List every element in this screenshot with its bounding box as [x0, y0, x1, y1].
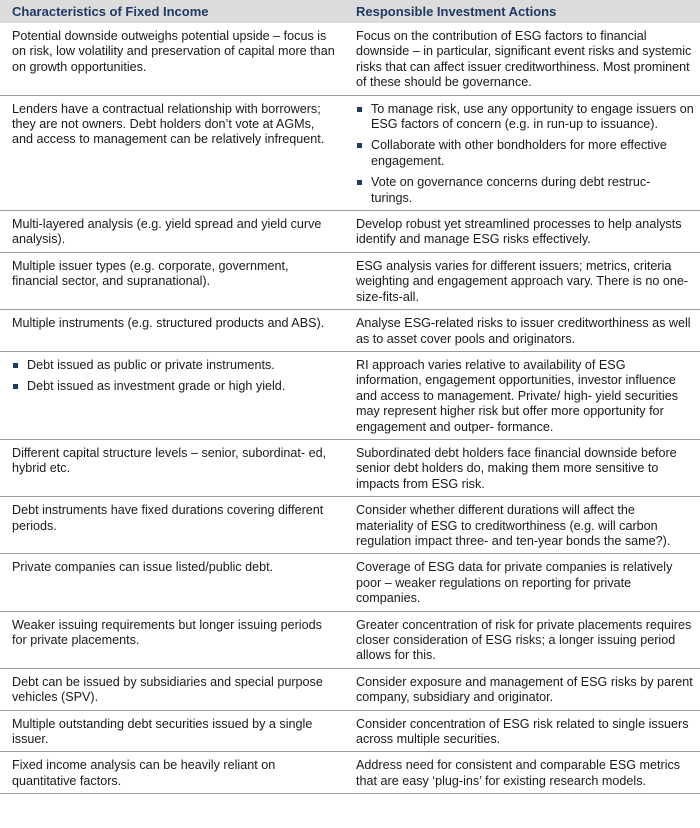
square-bullet-icon	[357, 107, 362, 112]
action-cell	[344, 554, 700, 611]
bullet-list	[356, 102, 694, 206]
action-cell	[344, 310, 700, 352]
table-row	[0, 439, 700, 496]
header-characteristics: Characteristics of Fixed Income	[0, 0, 344, 23]
action-cell	[344, 497, 700, 554]
bullet-item	[356, 102, 694, 133]
characteristic-text: Private companies can issue listed/public debt.	[12, 560, 274, 575]
action-text: Subordinated debt holders face financial downside before senior debt holders do, making them more sensitive to impacts from ESG risk.	[356, 445, 677, 491]
characteristic-text: Lenders have a contractual relationship with borrowers; they are not owners. Debt holders don’t vote at AGMs, and access to management can be relatively infrequent.	[12, 101, 325, 147]
header-ri-actions: Responsible Investment Actions	[344, 0, 700, 23]
table-row	[0, 497, 700, 554]
action-cell	[344, 668, 700, 710]
action-text: Greater concentration of risk for private placements requires closer consideration of ESG risks; a longer issuing period allows for this.	[356, 617, 692, 663]
action-cell	[344, 351, 700, 439]
characteristic-cell	[0, 310, 344, 352]
table-row	[0, 611, 700, 668]
action-text: Develop robust yet streamlined processes to help analysts identify and manage ESG risks effectively.	[356, 217, 682, 247]
action-text: Analyse ESG-related risks to issuer creditworthiness as well as to asset cover pools and originators.	[356, 316, 691, 346]
square-bullet-icon	[13, 384, 18, 389]
characteristic-cell	[0, 611, 344, 668]
characteristic-cell	[0, 554, 344, 611]
action-cell	[344, 252, 700, 309]
characteristic-text: Debt instruments have fixed durations covering different periods.	[12, 503, 324, 533]
action-cell	[344, 211, 700, 253]
characteristic-cell	[0, 211, 344, 253]
action-cell	[344, 439, 700, 496]
characteristic-cell	[0, 752, 344, 794]
header-row	[0, 0, 700, 23]
table-row	[0, 554, 700, 611]
table-row	[0, 95, 700, 210]
action-text: Consider concentration of ESG risk related to single issuers across multiple securities.	[356, 716, 689, 747]
action-text: Address need for consistent and comparable ESG metrics that are easy ‘plug-ins’ for existing research models.	[356, 758, 681, 788]
characteristic-text: Different capital structure levels – senior, subordinat- ed, hybrid etc.	[12, 445, 327, 476]
characteristic-text: Debt can be issued by subsidiaries and special purpose vehicles (SPV).	[12, 674, 323, 705]
bullet-text: To manage risk, use any opportunity to engage issuers on ESG factors of concern (e.g. in run-up to issuance).	[371, 101, 694, 132]
action-cell	[344, 710, 700, 752]
table-row	[0, 752, 700, 794]
characteristic-text: Potential downside outweighs potential upside – focus is on risk, low volatility and preservation of capital more than on growth opportunities.	[12, 29, 335, 74]
square-bullet-icon	[13, 363, 18, 368]
bullet-text: Debt issued as public or private instruments.	[27, 357, 275, 372]
characteristic-cell	[0, 95, 344, 210]
characteristic-text: Fixed income analysis can be heavily reliant on quantitative factors.	[12, 758, 276, 788]
table-header	[0, 0, 700, 23]
bullet-list	[12, 358, 336, 395]
characteristic-cell	[0, 351, 344, 439]
table-row	[0, 310, 700, 352]
table-row	[0, 710, 700, 752]
bullet-item	[12, 379, 336, 394]
characteristic-cell	[0, 23, 344, 95]
action-cell	[344, 95, 700, 210]
action-text: Consider whether different durations will affect the materiality of ESG to creditworthiness (e.g. will carbon regulation impact three- and ten-year bonds the same?).	[356, 503, 671, 548]
bullet-text: Vote on governance concerns during debt restruc- turings.	[371, 175, 651, 205]
characteristic-text: Multi-layered analysis (e.g. yield spread and yield curve analysis).	[12, 217, 322, 247]
action-text: ESG analysis varies for different issuers; metrics, criteria weighting and engagement approach vary. There is no one-size-fits-all.	[356, 258, 689, 304]
table-row	[0, 23, 700, 95]
action-text: Coverage of ESG data for private companies is relatively poor – weaker regulations on reporting for private companies.	[356, 560, 673, 606]
action-text: RI approach varies relative to availability of ESG information, engagement opportunities, investor influence and access to management. Private/ high- yield securities may represent higher risk but offer more opportunity for engagement and outper- formance.	[356, 357, 679, 434]
action-cell	[344, 611, 700, 668]
square-bullet-icon	[357, 180, 362, 185]
bullet-text: Collaborate with other bondholders for more effective engagement.	[371, 138, 667, 168]
characteristic-cell	[0, 252, 344, 309]
characteristic-text: Multiple instruments (e.g. structured products and ABS).	[12, 316, 325, 331]
characteristic-cell	[0, 439, 344, 496]
action-text: Focus on the contribution of ESG factors to financial downside – in particular, significant event risks and systemic risks that can affect issuer creditworthiness. Most prominent of these should be governance.	[356, 29, 692, 90]
bullet-text: Debt issued as investment grade or high yield.	[27, 379, 286, 394]
characteristic-cell	[0, 710, 344, 752]
table-row	[0, 252, 700, 309]
characteristic-text: Multiple issuer types (e.g. corporate, government, financial sector, and supranational).	[12, 258, 289, 289]
characteristic-text: Weaker issuing requirements but longer issuing periods for private placements.	[12, 617, 322, 647]
table-row	[0, 351, 700, 439]
bullet-item	[356, 175, 694, 206]
characteristic-cell	[0, 668, 344, 710]
table-row	[0, 211, 700, 253]
action-cell	[344, 23, 700, 95]
table-body	[0, 23, 700, 794]
action-cell	[344, 752, 700, 794]
action-text: Consider exposure and management of ESG risks by parent company, subsidiary and originator.	[356, 674, 693, 705]
characteristic-cell	[0, 497, 344, 554]
characteristic-text: Multiple outstanding debt securities issued by a single issuer.	[12, 716, 313, 747]
bullet-item	[356, 138, 694, 169]
square-bullet-icon	[357, 143, 362, 148]
bullet-item	[12, 358, 336, 373]
table-row	[0, 668, 700, 710]
